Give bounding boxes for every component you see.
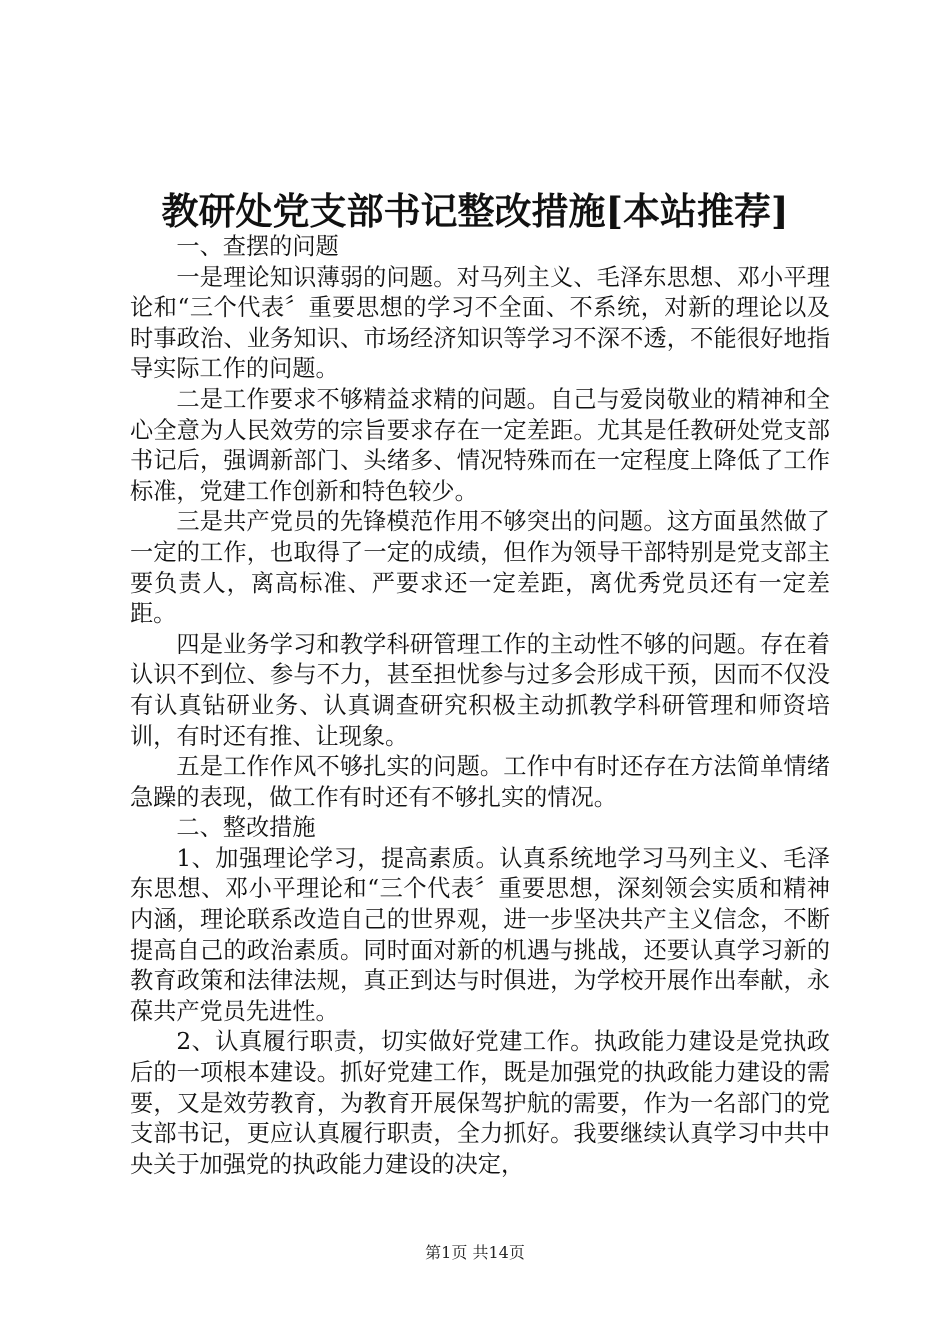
section-heading-measures: 二、整改措施 [176, 814, 316, 842]
section-heading-problems: 一、查摆的问题 [176, 233, 339, 260]
page-footer [0, 1242, 950, 1264]
paragraph: 四是业务学习和教学科研管理工作的主动性不够的问题。存在着认识不到位、参与不力，甚至担忧参与过多会形成干预，因而不仅没有认真钻研业务、认真调查研究积极主动抓教学科研管理和师资培训，有时还有推、让现象。 [130, 630, 830, 750]
paragraph: 一是理论知识薄弱的问题。对马列主义、毛泽东思想、邓小平理论和“三个代表〞重要思想的学习不全面、不系统，对新的理论以及时事政治、业务知识、市场经济知识等学习不深不透，不能很好地指导实际工作的问题。 [130, 263, 830, 383]
paragraph: 1、加强理论学习，提高素质。认真系统地学习马列主义、毛泽东思想、邓小平理论和“三个代表〞重要思想，深刻领会实质和精神内涵，理论联系改造自己的世界观，进一步坚决共产主义信念，不断提高自己的政治素质。同时面对新的机遇与挑战，还要认真学习新的教育政策和法律法规，真正到达与时俱进，为学校开展作出奉献，永葆共产党员先进性。 [130, 844, 830, 1025]
paragraph: 五是工作作风不够扎实的问题。工作中有时还存在方法简单情绪急躁的表现，做工作有时还有不够扎实的情况。 [130, 753, 830, 811]
paragraph: 二是工作要求不够精益求精的问题。自己与爱岗敬业的精神和全心全意为人民效劳的宗旨要求存在一定差距。尤其是任教研处党支部书记后，强调新部门、头绪多、情况特殊而在一定程度上降低了工作标准，党建工作创新和特色较少。 [130, 385, 830, 505]
page-total: 共14页 [472, 1243, 525, 1262]
page-number: 第1页 [425, 1243, 468, 1262]
document-body [130, 232, 830, 1180]
document-title: 教研处党支部书记整改措施[本站推荐] [161, 189, 789, 233]
paragraph: 三是共产党员的先锋模范作用不够突出的问题。这方面虽然做了一定的工作，也取得了一定的成绩，但作为领导干部特别是党支部主要负责人，离高标准、严要求还一定差距，离优秀党员还有一定差距。 [130, 508, 830, 628]
paragraph: 2、认真履行职责，切实做好党建工作。执政能力建设是党执政后的一项根本建设。抓好党建工作，既是加强党的执政能力建设的需要，又是效劳教育，为教育开展保驾护航的需要，作为一名部门的党支部书记，更应认真履行职责，全力抓好。我要继续认真学习中共中央关于加强党的执政能力建设的决定， [130, 1028, 830, 1178]
